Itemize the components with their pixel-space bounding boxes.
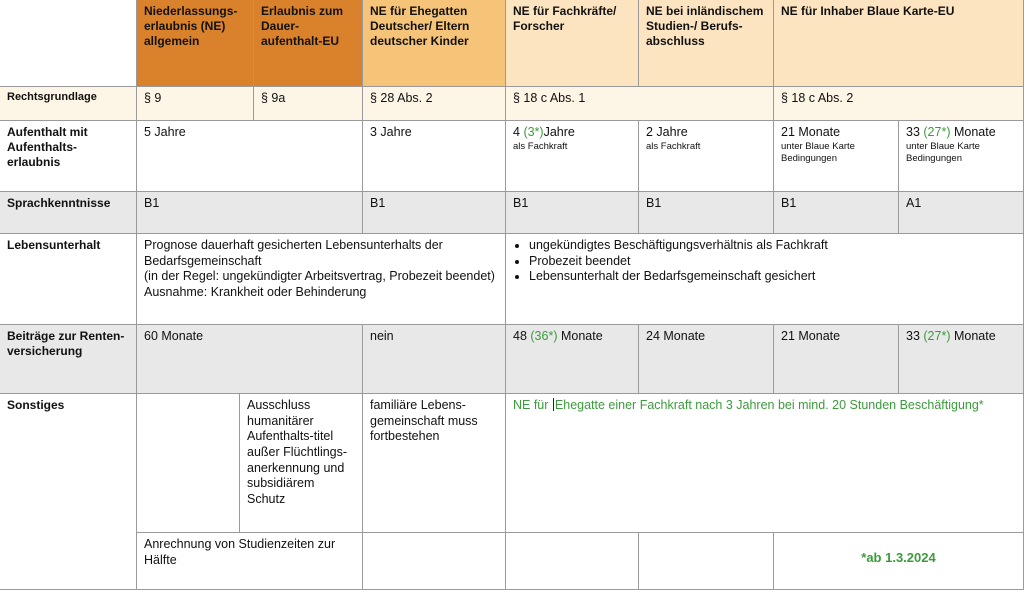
stay-skilled-note: als Fachkraft	[513, 140, 568, 152]
stay-domestic-value: 2 Jahre	[646, 125, 688, 139]
row-label-pension: Beiträge zur Renten-versicherung	[0, 325, 137, 394]
header-skilled: NE für Fachkräfte/ Forscher	[506, 0, 639, 87]
stay-ne-general: 5 Jahre	[137, 121, 363, 192]
row-label-language: Sprachkenntnisse	[0, 192, 137, 234]
stay-bluecard-1-value: 21 Monate	[781, 125, 841, 139]
footnote-date: *ab 1.3.2024	[861, 550, 936, 565]
header-spouse: NE für Ehegatten Deutscher/ Eltern deutscher Kinder	[363, 0, 506, 87]
pension-bluecard-1: 21 Monate	[774, 325, 899, 394]
pension-domestic: 24 Monate	[639, 325, 774, 394]
header-bluecard: NE für Inhaber Blaue Karte-EU	[774, 0, 1024, 87]
livelihood-general	[137, 234, 506, 325]
stay-bluecard-2-unit: Monate	[950, 125, 996, 139]
misc-note-part-2: Ehegatte einer Fachkraft nach 3 Jahren bei mind. 20 Stunden Beschäftigung*	[554, 398, 984, 412]
misc-ne-general-empty	[137, 394, 240, 533]
row-label-livelihood: Lebensunterhalt	[0, 234, 137, 325]
pension-bluecard-2-new-value: (27*)	[923, 329, 951, 343]
header-corner	[0, 0, 137, 87]
livelihood-general-line-2: (in der Regel: ungekündigter Arbeitsvertrag, Probezeit beendet)	[144, 269, 495, 284]
livelihood-skilled	[506, 234, 1024, 325]
legal-bluecard: § 18 c Abs. 2	[774, 87, 1024, 121]
pension-skilled-unit: Monate	[557, 329, 603, 343]
misc-dauer-eu: Ausschluss humanitärer Aufenthalts-titel außer Flüchtlings-anerkennung und subsidiärem Schutz	[240, 394, 363, 533]
stay-bluecard-1-note: unter Blaue Karte Bedingungen	[781, 140, 855, 164]
pension-bluecard-2-value: 33	[906, 329, 924, 343]
pension-spouse: nein	[363, 325, 506, 394]
stay-skilled-new-value: (3*)	[523, 125, 544, 139]
pension-skilled	[506, 325, 639, 394]
pension-bluecard-2-unit: Monate	[950, 329, 996, 343]
text-cursor	[553, 398, 554, 411]
language-ne-general: B1	[137, 192, 363, 234]
pension-ne-general: 60 Monate	[137, 325, 363, 394]
list-item: • ungekündigtes Beschäftigungsverhältnis als Fachkraft	[529, 238, 1016, 254]
legal-ne-general: § 9	[137, 87, 254, 121]
stay-skilled-unit: Jahre	[543, 125, 575, 139]
livelihood-bullet-list	[513, 238, 1016, 285]
stay-bluecard-2-value: 33	[906, 125, 924, 139]
stay-skilled-value: 4	[513, 125, 524, 139]
stay-bluecard-2-new-value: (27*)	[923, 125, 951, 139]
misc-footnote-cell	[774, 533, 1024, 590]
misc-note-part-1: NE für	[513, 398, 552, 412]
stay-skilled	[506, 121, 639, 192]
legal-spouse: § 28 Abs. 2	[363, 87, 506, 121]
pension-skilled-value: 48	[513, 329, 531, 343]
language-spouse: B1	[363, 192, 506, 234]
misc-bottom-spouse-empty	[363, 533, 506, 590]
pension-skilled-new-value: (36*)	[530, 329, 558, 343]
row-label-stay: Aufenthalt mit Aufenthalts-erlaubnis	[0, 121, 137, 192]
misc-spouse: familiäre Lebens-gemeinschaft muss fortbestehen	[363, 394, 506, 533]
language-bluecard-1: B1	[774, 192, 899, 234]
header-dauer-eu: Erlaubnis zum Dauer-aufenthalt-EU	[254, 0, 363, 87]
misc-bottom-domestic-empty	[639, 533, 774, 590]
stay-bluecard-1	[774, 121, 899, 192]
language-bluecard-2: A1	[899, 192, 1024, 234]
legal-skilled-domestic: § 18 c Abs. 1	[506, 87, 774, 121]
stay-domestic	[639, 121, 774, 192]
misc-bottom-skilled-empty	[506, 533, 639, 590]
language-domestic: B1	[639, 192, 774, 234]
livelihood-general-line-1: Prognose dauerhaft gesicherten Lebensunterhalts der Bedarfsgemeinschaft	[144, 238, 443, 268]
stay-domestic-note: als Fachkraft	[646, 140, 701, 152]
row-label-misc: Sonstiges	[0, 394, 137, 590]
misc-study-credit: Anrechnung von Studienzeiten zur Hälfte	[137, 533, 363, 590]
pension-bluecard-2	[899, 325, 1024, 394]
language-skilled: B1	[506, 192, 639, 234]
livelihood-general-line-3: Ausnahme: Krankheit oder Behinderung	[144, 284, 367, 299]
misc-skilled-spouse-note	[506, 394, 1024, 533]
stay-bluecard-2-note: unter Blaue Karte Bedingungen	[906, 140, 980, 164]
header-ne-general: Niederlassungs-erlaubnis (NE) allgemein	[137, 0, 254, 87]
list-item: • Probezeit beendet	[529, 254, 1016, 270]
row-label-legal-basis: Rechtsgrundlage	[0, 87, 137, 121]
stay-spouse: 3 Jahre	[363, 121, 506, 192]
header-domestic: NE bei inländischem Studien-/ Berufs-abschluss	[639, 0, 774, 87]
stay-bluecard-2	[899, 121, 1024, 192]
list-item: • Lebensunterhalt der Bedarfsgemeinschaft gesichert	[529, 269, 1016, 285]
legal-dauer-eu: § 9a	[254, 87, 363, 121]
